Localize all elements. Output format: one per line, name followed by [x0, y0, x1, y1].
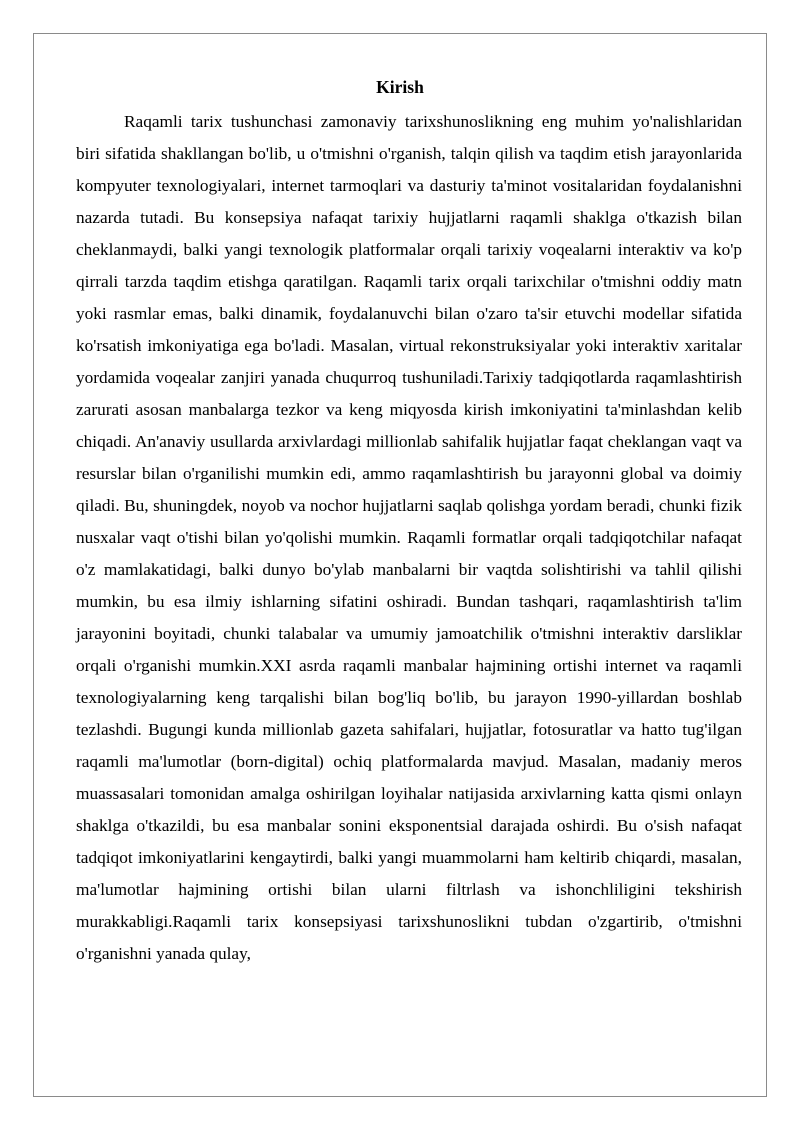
document-title: Kirish [376, 77, 424, 97]
body-paragraph: Raqamli tarix tushunchasi zamonaviy tarixshunoslikning eng muhim yo'nalishlaridan biri sifatida shakllangan bo'lib, u o'tmishni o'rganish, talqin qilish va taqdim etish jarayonlarida kompyuter texnologiyalari, internet tarmoqlari va dasturiy ta'minot vositalaridan foydalanishni nazarda tutadi. Bu konsepsiya nafaqat tarixiy hujjatlarni raqamli shaklga o'tkazish bilan cheklanmaydi, balki yangi texnologik platformalar orqali tarixiy voqealarni interaktiv va ko'p qirrali tarzda taqdim etishga qaratilgan. Raqamli tarix orqali tarixchilar o'tmishni oddiy matn yoki rasmlar emas, balki dinamik, foydalanuvchi bilan o'zaro ta'sir etuvchi modellar sifatida ko'rsatish imkoniyatiga ega bo'ladi. Masalan, virtual rekonstruksiyalar yoki interaktiv xaritalar yordamida voqealar zanjiri yanada chuqurroq tushuniladi.Tarixiy tadqiqotlarda raqamlashtirish zarurati asosan manbalarga tezkor va keng miqyosda kirish imkoniyatini ta'minlashdan kelib chiqadi. An'anaviy usullarda arxivlardagi millionlab sahifalik hujjatlar faqat cheklangan vaqt va resurslar bilan o'rganilishi mumkin edi, ammo raqamlashtirish bu jarayonni global va doimiy qiladi. Bu, shuningdek, noyob va nochor hujjatlarni saqlab qolishga yordam beradi, chunki fizik nusxalar vaqt o'tishi bilan yo'qolishi mumkin. Raqamli formatlar orqali tadqiqotchilar nafaqat o'z mamlakatidagi, balki dunyo bo'ylab manbalarni bir vaqtda solishtirishi va tahlil qilishi mumkin, bu esa ilmiy ishlarning sifatini oshiradi. Bundan tashqari, raqamlashtirish ta'lim jarayonini boyitadi, chunki talabalar va umumiy jamoatchilik o'tmishni interaktiv darsliklar orqali o'rganishi mumkin.XXI asrda raqamli manbalar hajmining ortishi internet va raqamli texnologiyalarning keng tarqalishi bilan bog'liq bo'lib, bu jarayon 1990-yillardan boshlab tezlashdi. Bugungi kunda millionlab gazeta sahifalari, hujjatlar, fotosuratlar va hatto tug'ilgan raqamli ma'lumotlar (born-digital) ochiq platformalarda mavjud. Masalan, madaniy meros muassasalari tomonidan amalga oshirilgan loyihalar natijasida arxivlarning katta qismi onlayn shaklga o'tkazildi, bu esa manbalar sonini eksponentsial darajada oshirdi. Bu o'sish nafaqat tadqiqot imkoniyatlarini kengaytirdi, balki yangi muammolarni ham keltirib chiqardi, masalan, ma'lumotlar hajmining ortishi bilan ularni filtrlash va ishonchliligini tekshirish murakkabligi.Raqamli tarix konsepsiyasi tarixshunoslikni tubdan o'zgartirib, o'tmishni o'rganishni yanada qulay, [76, 112, 742, 963]
